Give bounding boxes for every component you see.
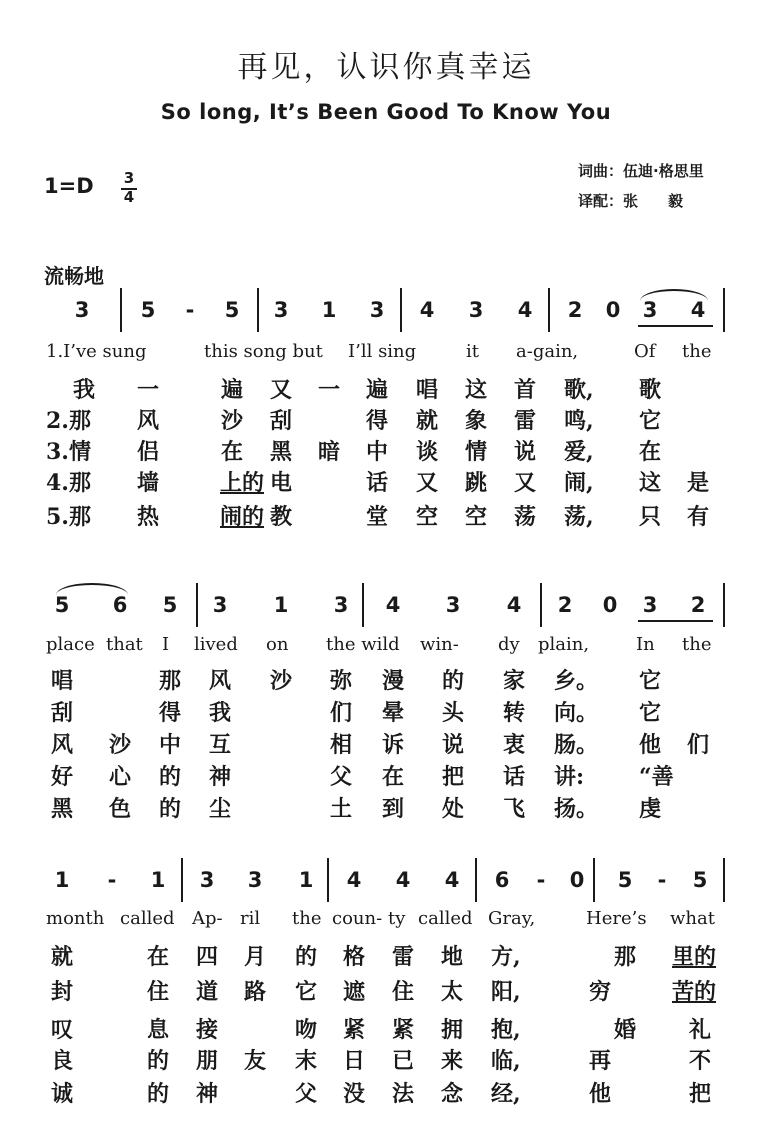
note: 5 [140, 298, 156, 322]
lyric-chinese-char: 沙 [109, 732, 132, 758]
lyric-chinese-char: 色 [109, 796, 132, 822]
note: 1 [273, 593, 289, 617]
lyric-chinese-char: 已 [392, 1048, 415, 1074]
lyric-chinese-char: 再 [589, 1048, 612, 1074]
lyric-chinese-char: 中 [366, 439, 389, 465]
note: 4 [419, 298, 435, 322]
lyric-chinese-char: 中 [159, 732, 182, 758]
lyric-english-word: the [682, 341, 712, 362]
lyric-english-word: Of [634, 341, 656, 362]
note: 2 [690, 593, 706, 617]
lyric-chinese-char: 住 [147, 979, 170, 1005]
note: 3 [333, 593, 349, 617]
note: 1 [298, 868, 314, 892]
lyric-chinese-char: 暗 [318, 439, 341, 465]
barline [181, 858, 183, 902]
lyric-chinese-char: 乡。 [554, 668, 599, 694]
lyric-chinese-char: 经, [491, 1081, 521, 1107]
note: 3 [273, 298, 289, 322]
lyric-chinese-char: 空 [416, 504, 439, 530]
lyric-english-word: what [670, 908, 715, 929]
lyric-chinese-char: 处 [442, 796, 465, 822]
barline [593, 858, 595, 902]
lyric-chinese-char: 封 [51, 979, 74, 1005]
lyric-chinese-char: “善 [639, 764, 674, 790]
barline [120, 288, 122, 332]
lyric-chinese-char: 互 [209, 732, 232, 758]
lyric-chinese-char: 法 [392, 1081, 415, 1107]
lyric-chinese-char: 息 [147, 1017, 170, 1043]
lyric-chinese-char: 里的 [672, 944, 717, 970]
lyric-english-word: win- [420, 634, 459, 655]
lyric-chinese-char: 道 [196, 979, 219, 1005]
lyric-chinese-char: 风 [51, 732, 74, 758]
lyric-chinese-char: 热 [137, 504, 160, 530]
lyric-chinese-char: 跳 [465, 470, 488, 496]
note: 1 [54, 868, 70, 892]
lyric-english-word: 1.I’ve sung [46, 341, 147, 362]
lyric-chinese-char: 电 [270, 470, 293, 496]
lyric-chinese-char: 路 [244, 979, 267, 1005]
lyric-chinese-char: 太 [441, 979, 464, 1005]
lyric-chinese-char: 有 [687, 504, 710, 530]
lyric-chinese-char: 象 [465, 408, 488, 434]
lyric-english-word: a-gain, [516, 341, 579, 362]
lyric-english-word: the [292, 908, 322, 929]
lyric-chinese-char: 得 [159, 700, 182, 726]
note: 3 [445, 593, 461, 617]
lyric-chinese-char: 土 [330, 796, 353, 822]
lyric-chinese-char: 叹 [51, 1017, 74, 1043]
lyric-chinese-char: 好 [51, 764, 74, 790]
note: 1 [321, 298, 337, 322]
lyric-english-word: ril [240, 908, 261, 929]
note-rest: 0 [602, 593, 618, 617]
lyric-chinese-char: 他 [589, 1081, 612, 1107]
lyric-chinese-char: 鸣, [564, 408, 594, 434]
lyric-english-word: the [682, 634, 712, 655]
note: 3 [199, 868, 215, 892]
lyric-chinese-char: 侣 [137, 439, 160, 465]
note: 5 [224, 298, 240, 322]
lyric-chinese-char: 风 [137, 408, 160, 434]
note: 4 [690, 298, 706, 322]
lyric-chinese-char: 5.那 [46, 504, 91, 530]
lyric-chinese-char: 沙 [221, 408, 244, 434]
note: 4 [506, 593, 522, 617]
lyric-chinese-char: 遍 [366, 377, 389, 403]
credit-translation: 译配：张 毅 [578, 192, 684, 210]
lyric-chinese-char: 头 [442, 700, 465, 726]
lyric-chinese-char: 那 [159, 668, 182, 694]
note: 1 [150, 868, 166, 892]
barline [475, 858, 477, 902]
note-rest: 0 [569, 868, 585, 892]
lyric-chinese-char: 一 [137, 377, 160, 403]
lyric-chinese-char: 又 [416, 470, 439, 496]
lyric-chinese-char: 吻 [295, 1017, 318, 1043]
note: 5 [692, 868, 708, 892]
lyric-chinese-char: 末 [295, 1048, 318, 1074]
lyric-english-word: plain, [538, 634, 590, 655]
note-rest: 0 [605, 298, 621, 322]
lyric-chinese-char: 诉 [382, 732, 405, 758]
lyric-chinese-char: 方, [491, 944, 521, 970]
lyric-chinese-char: 是 [687, 470, 710, 496]
note: 5 [617, 868, 633, 892]
lyric-chinese-char: 就 [416, 408, 439, 434]
time-signature-top: 3 [123, 169, 135, 187]
note-dash: - [536, 868, 546, 892]
eighth-note-underline [638, 620, 713, 622]
lyric-chinese-char: 临, [491, 1048, 521, 1074]
lyric-chinese-char: 接 [196, 1017, 219, 1043]
note: 5 [54, 593, 70, 617]
lyric-chinese-char: 婚 [614, 1017, 637, 1043]
credit-lyrics-music: 词曲：伍迪·格思里 [578, 162, 704, 180]
lyric-chinese-char: 它 [295, 979, 318, 1005]
lyric-english-word: month [46, 908, 105, 929]
lyric-chinese-char: 念 [441, 1081, 464, 1107]
lyric-chinese-char: 墙 [137, 470, 160, 496]
lyric-chinese-char: 它 [639, 408, 662, 434]
key-signature: 1=D [44, 174, 94, 198]
lyric-chinese-char: 得 [366, 408, 389, 434]
note: 4 [444, 868, 460, 892]
lyric-english-word: Ap- [192, 908, 223, 929]
lyric-chinese-char: 父 [330, 764, 353, 790]
lyric-chinese-char: 教 [270, 504, 293, 530]
lyric-chinese-char: 唱 [416, 377, 439, 403]
lyric-chinese-char: 雷 [514, 408, 537, 434]
lyric-chinese-char: 虔 [639, 796, 662, 822]
lyric-chinese-char: 紧 [343, 1017, 366, 1043]
lyric-chinese-char: 穷 [589, 979, 612, 1005]
note: 4 [395, 868, 411, 892]
barline [723, 583, 725, 627]
lyric-chinese-char: 荡 [514, 504, 537, 530]
lyric-chinese-char: 闹的 [220, 504, 265, 530]
note-dash: - [185, 298, 195, 322]
lyric-chinese-char: 话 [503, 764, 526, 790]
note: 3 [642, 298, 658, 322]
lyric-chinese-char: 友 [244, 1048, 267, 1074]
lyric-chinese-char: 他 [639, 732, 662, 758]
lyric-chinese-char: 它 [639, 700, 662, 726]
lyric-english-word: lived [194, 634, 238, 655]
lyric-chinese-char: 扬。 [554, 796, 599, 822]
lyric-chinese-char: 四 [196, 944, 219, 970]
lyric-chinese-char: 一 [318, 377, 341, 403]
note: 4 [385, 593, 401, 617]
song-title-english: So long, It’s Been Good To Know You [160, 100, 612, 124]
lyric-chinese-char: 诚 [51, 1081, 74, 1107]
barline [723, 288, 725, 332]
lyric-chinese-char: 神 [196, 1081, 219, 1107]
lyric-chinese-char: 拥 [441, 1017, 464, 1043]
lyric-chinese-char: 漫 [382, 668, 405, 694]
note-dash: - [657, 868, 667, 892]
lyric-chinese-char: 爱, [564, 439, 594, 465]
lyric-chinese-char: 家 [503, 668, 526, 694]
eighth-note-underline [638, 325, 713, 327]
barline [196, 583, 198, 627]
lyric-chinese-char: 格 [343, 944, 366, 970]
lyric-chinese-char: 它 [639, 668, 662, 694]
barline [540, 583, 542, 627]
lyric-chinese-char: 又 [270, 377, 293, 403]
lyric-chinese-char: 那 [614, 944, 637, 970]
lyric-chinese-char: 把 [689, 1081, 712, 1107]
lyric-chinese-char: 到 [382, 796, 405, 822]
lyric-chinese-char: 话 [366, 470, 389, 496]
song-title-chinese: 再见，认识你真幸运 [237, 50, 535, 85]
lyric-chinese-char: 没 [343, 1081, 366, 1107]
lyric-chinese-char: 雷 [392, 944, 415, 970]
barline [400, 288, 402, 332]
lyric-english-word: I [162, 634, 170, 655]
lyric-chinese-char: 的 [159, 764, 182, 790]
lyric-chinese-char: 尘 [209, 796, 232, 822]
lyric-chinese-char: 4.那 [46, 470, 91, 496]
lyric-chinese-char: 情 [465, 439, 488, 465]
lyric-english-word: ty [388, 908, 406, 929]
lyric-chinese-char: 遍 [221, 377, 244, 403]
barline [723, 858, 725, 902]
lyric-chinese-char: 神 [209, 764, 232, 790]
time-signature-bottom: 4 [123, 188, 135, 206]
lyric-english-word: dy [498, 634, 520, 655]
lyric-english-word: the wild [326, 634, 400, 655]
lyric-chinese-char: 刮 [270, 408, 293, 434]
lyric-chinese-char: 的 [442, 668, 465, 694]
lyric-chinese-char: 我 [209, 700, 232, 726]
lyric-chinese-char: 遮 [343, 979, 366, 1005]
lyric-chinese-char: 紧 [392, 1017, 415, 1043]
barline [548, 288, 550, 332]
lyric-chinese-char: 弥 [330, 668, 353, 694]
lyric-chinese-char: 歌, [564, 377, 594, 403]
lyric-chinese-char: 转 [503, 700, 526, 726]
lyric-chinese-char: 向。 [554, 700, 599, 726]
lyric-chinese-char: 就 [51, 944, 74, 970]
lyric-chinese-char: 晕 [382, 700, 405, 726]
barline [257, 288, 259, 332]
lyric-chinese-char: 空 [465, 504, 488, 530]
note: 3 [642, 593, 658, 617]
lyric-chinese-char: 讲: [554, 764, 585, 790]
lyric-english-word: place [46, 634, 95, 655]
lyric-chinese-char: 衷 [503, 732, 526, 758]
lyric-chinese-char: 来 [441, 1048, 464, 1074]
lyric-english-word: called [418, 908, 473, 929]
note: 4 [517, 298, 533, 322]
note: 2 [557, 593, 573, 617]
barline [327, 858, 329, 902]
lyric-chinese-char: 歌 [639, 377, 662, 403]
lyric-chinese-char: 唱 [51, 668, 74, 694]
note-dash: - [107, 868, 117, 892]
lyric-chinese-char: 朋 [196, 1048, 219, 1074]
lyric-chinese-char: 又 [514, 470, 537, 496]
lyric-chinese-char: 礼 [689, 1017, 712, 1043]
lyric-chinese-char: 父 [295, 1081, 318, 1107]
lyric-chinese-char: 良 [51, 1048, 74, 1074]
lyric-chinese-char: 荡, [564, 504, 594, 530]
lyric-chinese-char: 的 [159, 796, 182, 822]
lyric-chinese-char: 这 [639, 470, 662, 496]
barline [362, 583, 364, 627]
lyric-chinese-char: 风 [209, 668, 232, 694]
lyric-chinese-char: 的 [147, 1048, 170, 1074]
lyric-chinese-char: 们 [687, 732, 710, 758]
note: 3 [212, 593, 228, 617]
lyric-chinese-char: 堂 [366, 504, 389, 530]
note: 3 [247, 868, 263, 892]
lyric-chinese-char: 苦的 [672, 979, 717, 1005]
lyric-chinese-char: 阳, [491, 979, 521, 1005]
lyric-chinese-char: 的 [295, 944, 318, 970]
note: 2 [567, 298, 583, 322]
lyric-english-word: called [120, 908, 175, 929]
lyric-english-word: that [106, 634, 143, 655]
note: 6 [112, 593, 128, 617]
lyric-chinese-char: 闹, [564, 470, 594, 496]
lyric-chinese-char: 相 [330, 732, 353, 758]
lyric-chinese-char: 住 [392, 979, 415, 1005]
lyric-chinese-char: 3.情 [46, 439, 91, 465]
tempo-marking: 流畅地 [44, 264, 104, 288]
lyric-chinese-char: 我 [73, 377, 96, 403]
lyric-chinese-char: 黑 [270, 439, 293, 465]
lyric-chinese-char: 上的 [220, 470, 265, 496]
lyric-english-word: In [636, 634, 655, 655]
lyric-chinese-char: 的 [147, 1081, 170, 1107]
lyric-chinese-char: 抱, [491, 1017, 521, 1043]
lyric-chinese-char: 在 [147, 944, 170, 970]
note: 4 [346, 868, 362, 892]
lyric-chinese-char: 飞 [503, 796, 526, 822]
lyric-chinese-char: 刮 [51, 700, 74, 726]
lyric-chinese-char: 把 [442, 764, 465, 790]
lyric-chinese-char: 说 [442, 732, 465, 758]
lyric-english-word: this song but [204, 341, 323, 362]
lyric-chinese-char: 谈 [416, 439, 439, 465]
lyric-chinese-char: 沙 [270, 668, 293, 694]
lyric-chinese-char: 黑 [51, 796, 74, 822]
lyric-english-word: on [266, 634, 289, 655]
lyric-chinese-char: 说 [514, 439, 537, 465]
lyric-chinese-char: 2.那 [46, 408, 91, 434]
lyric-chinese-char: 月 [244, 944, 267, 970]
lyric-chinese-char: 肠。 [554, 732, 599, 758]
lyric-english-word: Gray, [488, 908, 536, 929]
lyric-chinese-char: 心 [109, 764, 132, 790]
note: 3 [468, 298, 484, 322]
lyric-chinese-char: 日 [343, 1048, 366, 1074]
lyric-chinese-char: 不 [689, 1048, 712, 1074]
lyric-chinese-char: 在 [221, 439, 244, 465]
lyric-chinese-char: 这 [465, 377, 488, 403]
lyric-english-word: coun- [332, 908, 383, 929]
lyric-chinese-char: 只 [639, 504, 662, 530]
lyric-chinese-char: 们 [330, 700, 353, 726]
lyric-chinese-char: 首 [514, 377, 537, 403]
lyric-english-word: Here’s [586, 908, 647, 929]
lyric-english-word: I’ll sing [348, 341, 417, 362]
note: 6 [494, 868, 510, 892]
note: 3 [369, 298, 385, 322]
lyric-chinese-char: 在 [382, 764, 405, 790]
lyric-english-word: it [466, 341, 479, 362]
note: 3 [74, 298, 90, 322]
lyric-chinese-char: 地 [441, 944, 464, 970]
lyric-chinese-char: 在 [639, 439, 662, 465]
note: 5 [162, 593, 178, 617]
